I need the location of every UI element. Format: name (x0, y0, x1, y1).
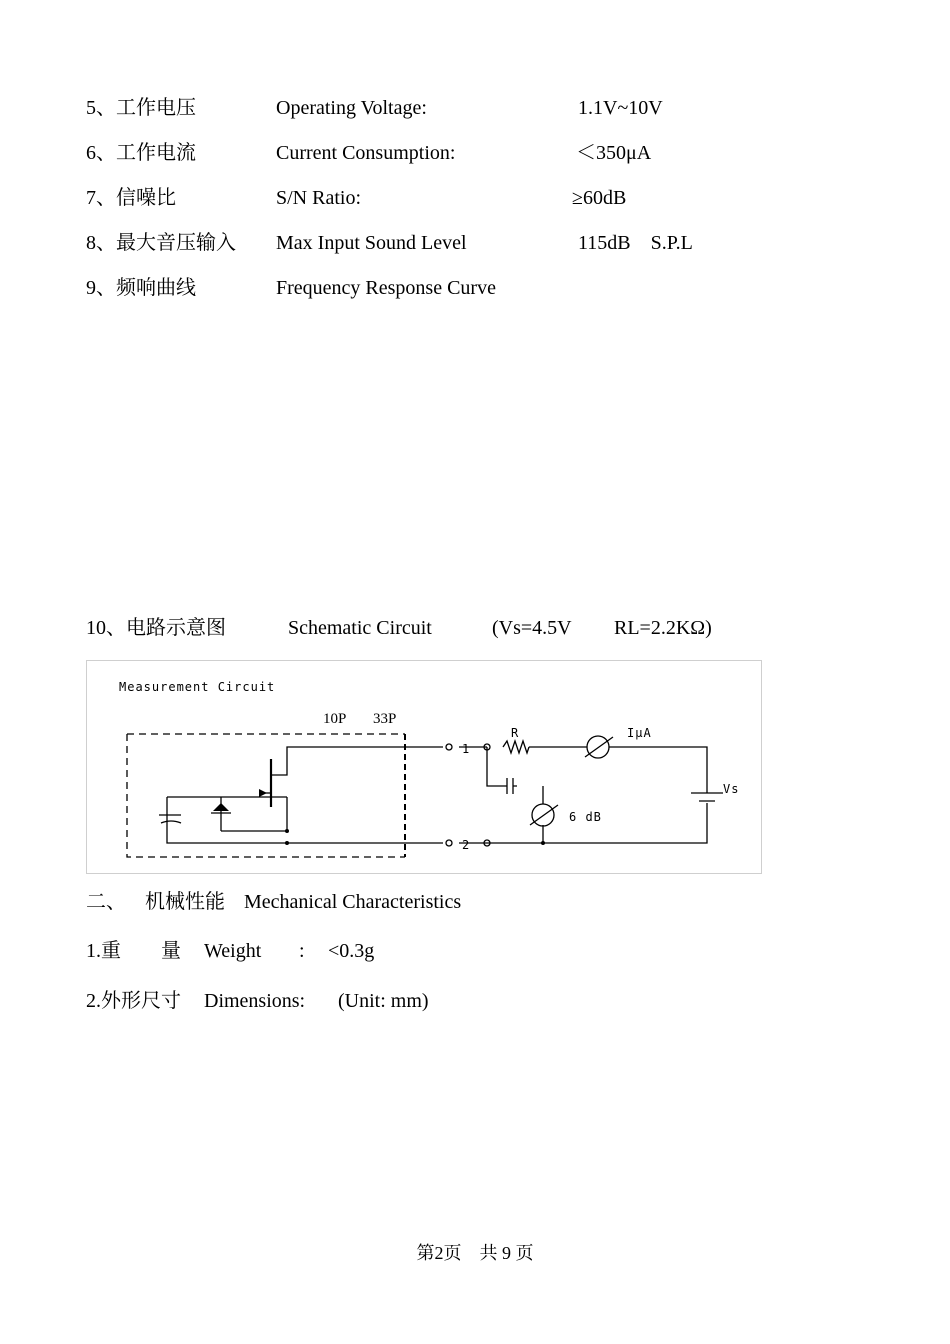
pin2-terminal (446, 840, 452, 846)
spec-label-sn-ratio: S/N Ratio: (276, 187, 362, 209)
diode-icon (213, 803, 229, 811)
pin1-label: 1 (462, 742, 471, 756)
weight-value: <0.3g (328, 940, 375, 962)
dimensions-label-en: Dimensions: (204, 990, 306, 1012)
drain-line (271, 747, 443, 775)
db-meter-label: 6 dB (569, 810, 602, 824)
measurement-circuit-figure (86, 660, 762, 874)
battery-icon (691, 793, 723, 801)
capacitor-33p-label: 33P (373, 711, 397, 727)
enclosure-dashed-outline (127, 734, 405, 857)
spec-value-max-input-sound: 115dB S.P.L (578, 232, 693, 254)
spec-num-cn-9: 9、频响曲线 (86, 277, 196, 299)
spec-value-current-consumption: ＜350μA (576, 142, 652, 164)
battery-label: Vs (723, 782, 740, 796)
mechanical-heading-cn: 机械性能 (145, 891, 225, 913)
spec-label-max-input-sound: Max Input Sound Level (276, 232, 467, 254)
ammeter-label: IμA (627, 726, 652, 740)
circuit-heading-rl: RL=2.2KΩ) (614, 617, 712, 639)
spec-label-current-consumption: Current Consumption: (276, 142, 456, 164)
output-capacitor (503, 778, 517, 794)
spec-value-sn-ratio: ≥60dB (572, 187, 627, 209)
resistor-label: R (511, 726, 520, 740)
circuit-heading-en: Schematic Circuit (288, 617, 432, 639)
junction-dot (285, 829, 289, 833)
circuit-heading-vs: (Vs=4.5V (492, 617, 572, 639)
ground-line (167, 797, 443, 843)
pin2-label: 2 (462, 838, 471, 852)
mechanical-heading-en: Mechanical Characteristics (244, 891, 462, 913)
weight-label-cn: 1.重 量 (86, 940, 181, 962)
mechanical-heading-num: 二、 (86, 891, 126, 913)
page-footer: 第2页 共 9 页 (416, 1243, 534, 1263)
weight-label-en: Weight (204, 940, 262, 962)
spec-num-cn-6: 6、工作电流 (86, 142, 196, 164)
spec-label-frequency-response: Frequency Response Curve (276, 277, 496, 299)
spec-label-operating-voltage: Operating Voltage: (276, 97, 427, 119)
mic-element-icon (159, 815, 181, 823)
spec-value-operating-voltage: 1.1V~10V (578, 97, 663, 119)
capacitor-10p-label: 10P (323, 711, 347, 727)
spec-num-cn-8: 8、最大音压输入 (86, 232, 236, 254)
fet-arrow-icon (259, 789, 267, 797)
spec-num-cn-7: 7、信噪比 (86, 187, 176, 209)
circuit-heading-cn: 10、电路示意图 (86, 617, 226, 639)
pin1-terminal (446, 744, 452, 750)
schematic-title: Measurement Circuit (119, 680, 276, 694)
output-wire-main (529, 747, 707, 793)
dimensions-label-cn: 2.外形尺寸 (86, 990, 181, 1012)
spec-num-cn-5: 5、工作电压 (86, 97, 196, 119)
dimensions-unit: (Unit: mm) (338, 990, 429, 1012)
weight-separator: : (299, 940, 305, 962)
